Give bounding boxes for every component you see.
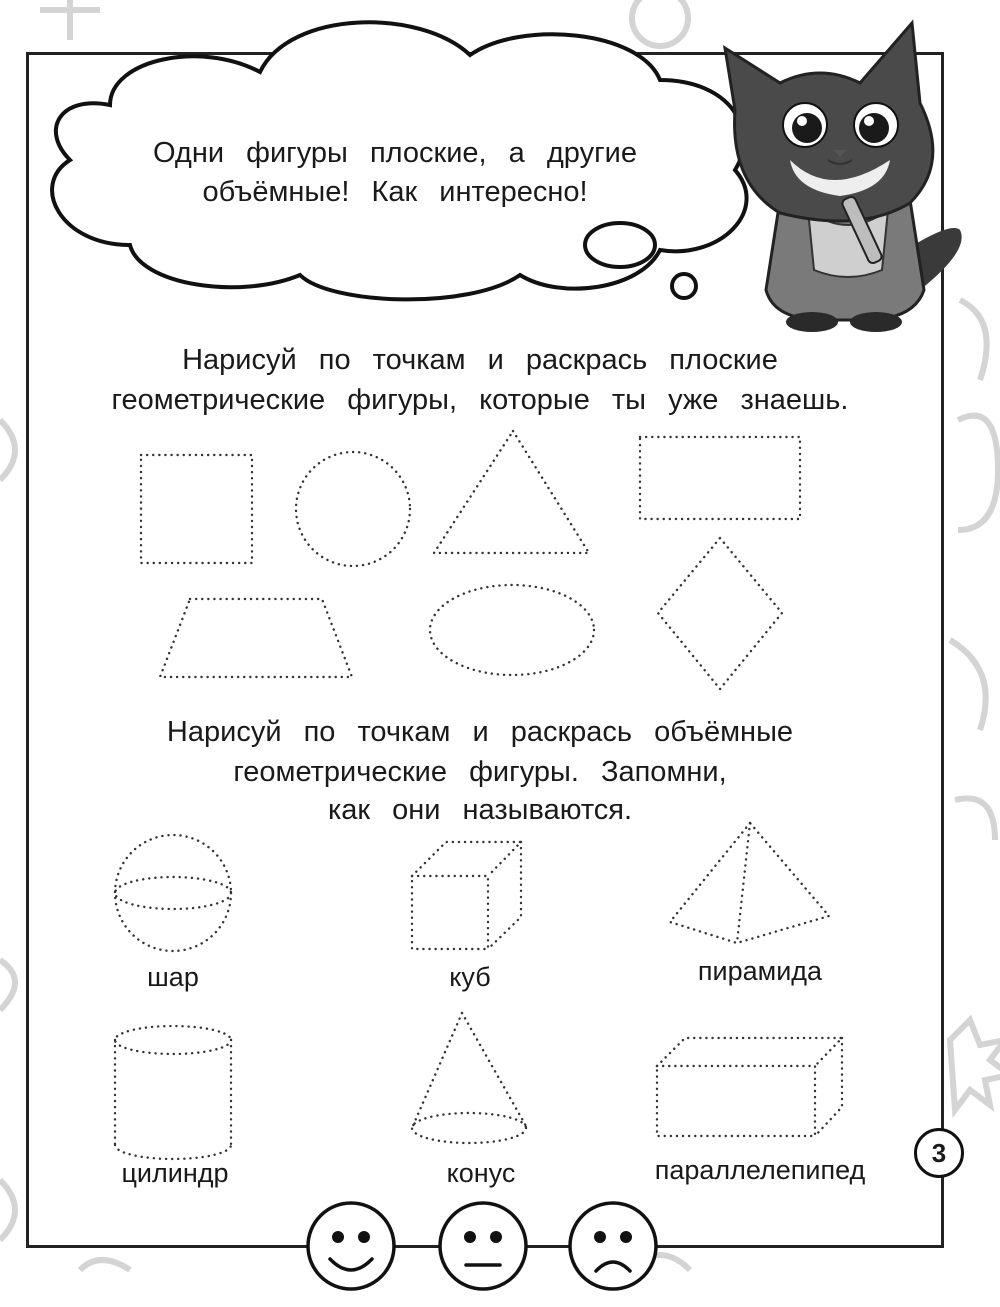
dotted-cylinder <box>115 1026 231 1159</box>
bubble-text-line-1: Одни фигуры плоские, а другие <box>153 137 637 169</box>
dotted-rectangle <box>640 437 800 519</box>
label-cube: куб <box>449 962 491 992</box>
dotted-cone <box>412 1013 526 1143</box>
dotted-square <box>141 455 252 563</box>
task-flat-line-1: Нарисуй по точкам и раскрась плоские <box>182 344 778 376</box>
bubble-text-line-2: объёмные! Как интересно! <box>202 176 588 208</box>
label-cylinder: цилиндр <box>121 1158 229 1188</box>
task-3d-line-1: Нарисуй по точкам и раскрась объёмные <box>166 716 794 748</box>
dotted-circle <box>296 452 410 566</box>
dotted-pyramid <box>670 823 829 943</box>
sad-face-icon[interactable] <box>566 1199 660 1293</box>
dotted-rhombus <box>658 538 782 689</box>
task-3d-line-3: как они называются. <box>327 794 633 826</box>
kitten-mascot <box>725 23 962 332</box>
neutral-face-icon[interactable] <box>436 1199 530 1293</box>
dotted-box <box>657 1038 842 1136</box>
task-3d-line-2: геометрические фигуры. Запомни, <box>233 756 727 788</box>
dotted-sphere <box>115 835 231 951</box>
dotted-cube <box>412 842 521 949</box>
dotted-triangle <box>434 431 589 553</box>
dotted-oval <box>430 585 594 675</box>
happy-face-icon[interactable] <box>304 1199 398 1293</box>
label-pyramid: пирамида <box>697 956 823 986</box>
task-flat-line-2: геометрические фигуры, которые ты уже знаешь. <box>111 384 849 416</box>
label-box: параллелепипед <box>654 1155 866 1185</box>
dotted-trapezoid <box>160 599 352 677</box>
label-cone: конус <box>446 1158 516 1188</box>
page-number: 3 <box>914 1128 964 1178</box>
label-sphere: шар <box>147 962 199 992</box>
